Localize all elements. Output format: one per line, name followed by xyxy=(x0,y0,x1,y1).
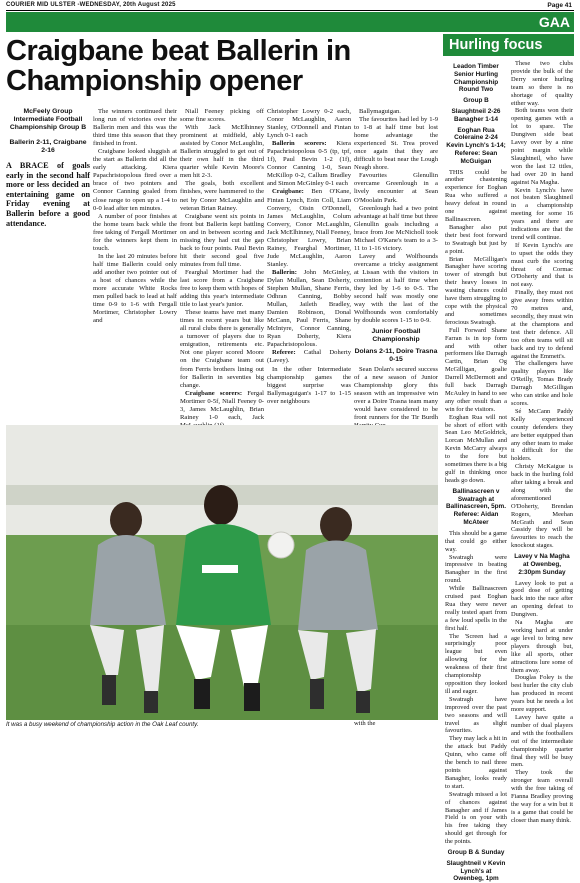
sidebar-column-right xyxy=(511,60,573,824)
competition-strap: McFeely Group Intermediate Football Championship Group B xyxy=(9,108,87,132)
scorers-label: Craigbane: xyxy=(272,188,312,196)
article-paragraph: With Jack McElhinney prominent at midfield, ably assisted by Conor McLaughlin, Ballerin struggled to get out of their own half in the third quarter while Kevin Moore's men hit 2-3. xyxy=(180,124,264,180)
scorers-text: John McGinley, Dylan Mullan, Sean Doherty, Stephen Mullan, Shane Ferris, Odhran Canning, Bobby Mullan, Jaileth Bradley, Damien Robinson, Donal McCann, Paul Ferris, Shane McIntyre, Connor Canning, Ryan Doherty, Kiera Papachristopolous. xyxy=(267,268,351,349)
junior-result: Dolans 2-11, Doire Trasna 0-15 xyxy=(354,347,438,363)
scorers-label: Craigbane scorers: xyxy=(185,389,248,397)
scorers-text: Fergal Mortimer 0-5f, Niall Feeney 0-3, James McLaughlin, Brian Rainey 1-0 each, Jack xyxy=(180,389,264,421)
sidebar-paragraph: These two clubs provide the bulk of the Derry senior hurling team so there is no shortage of quality either way. xyxy=(511,60,573,107)
article-column-5 xyxy=(354,108,438,728)
article-column-4 xyxy=(267,108,351,422)
article-paragraph: Craigbane went six points in front but Ballerin kept battling on and in between scoring and missing they had cut the gap back to four points. Paul Bevin hit their second goal five minutes from full time. xyxy=(180,212,264,268)
article-paragraph: Lavey and Wolfhounds overcame a tricky assignment at Lissan with the visitors in contention at half time when they led by 1-6 to 0-5. The second half was mostly one way with the last of the Wolfhounds won comfortably by double scores 1-15 to 0-9. xyxy=(354,252,438,325)
article-paragraph: Craigbane looked sluggish at the start as Ballerin did all the early attacking. Kiera Papachristopolous fired over a brace of two pointers and Connor Canning goaled from close range to open up a 1-4 to 0-0 lead after ten minutes. xyxy=(93,148,177,212)
sidebar-paragraph: The 'Screen had a surprisingly poor league but even allowing for the weakness of their first championship opposition they looked ill and eager. xyxy=(445,632,507,695)
sidebar-paragraph: Kevin Lynch's have not beaten Slaughtneil in a championship meeting for some 16 years and there are indications are that the trend will continue. xyxy=(511,186,573,241)
scorers-text: Cathal Doherty (Lavey). xyxy=(267,349,351,365)
scorers-label: Referee: xyxy=(272,349,304,357)
article-paragraph: Favourites Glenullin overcame Greenlough in a lively encounter at Sean O'Moolain Park. xyxy=(354,172,438,204)
photo-illustration xyxy=(6,425,438,720)
section-label: GAA xyxy=(538,14,570,30)
article-paragraph: The goals, both excellent finishes, were hammered to the net by Conor McLaughlin and veteran Brian Rainey. xyxy=(180,180,264,212)
article-paragraph: Sean Dolan's secured success of a new season of Junior Championship glory this season with an impressive win over a Doire Trasna team many would have considered to be front runners for the Tir Burdh xyxy=(354,366,438,422)
article-paragraph: Niall Feeney picking off some fine scores. xyxy=(180,108,264,124)
photo-caption: It was a busy weekend of championship action in the Oak Leaf county. xyxy=(6,721,199,728)
lead-paragraph: A BRACE of goals early in the second half more or less decided an entertaining game on Friday evening at Ballerin before a good attendance. xyxy=(6,161,90,228)
sidebar-paragraph: While Ballinascreen cruised past Eoghan Rua they were never really tested apart from a few loud spells in the first half. xyxy=(445,585,507,632)
article-paragraph: with the xyxy=(354,720,376,728)
scorers-label: Ballerin: xyxy=(272,268,304,276)
masthead-publication: COURIER MID ULSTER -WEDNESDAY, 20th August 2025 xyxy=(6,2,176,8)
sidebar-subheading: Eoghan Rua Coleraine 2-24 Kevin Lynch's 1-14; Referee: Sean McGuigan xyxy=(446,126,506,165)
sidebar-paragraph: They may lack a hit in the attack but Paddy Quinn, who came off the bench to nail three points against Banagher, looks ready to start. xyxy=(445,735,507,790)
scorers-paragraph xyxy=(267,188,351,268)
scorers-text: Kiera Papachristopolous 0-5 (tp, tpf, 1f), Paul Bevin 1-2 (1f), Connor Canning 1-0, Sean McKillop 0-2, Callum Bradley and Simon McGinley 0-1 each xyxy=(267,140,351,188)
sidebar-paragraph: Douglas Foley is the best hurler the city club has produced in recent years but he needs a lot more support. xyxy=(511,674,573,714)
sidebar-paragraph: Christy McKaigue is back in the hurling fold after taking a break and along with the aforementioned O'Doherty, Brendan Rogers, Meehan McGrath and Sean Cassidy they will be favourites to reach the knockout stages. xyxy=(511,463,573,550)
sidebar-paragraph: Swatragh missed a lot of chances against Banagher and if James Field is on your with his free taking they should get through for the points. xyxy=(445,790,507,846)
scorers-label: Ballerin scorers: xyxy=(272,140,337,148)
masthead xyxy=(0,0,580,34)
result-line: Ballerin 2-11, Craigbane 2-16 xyxy=(9,138,87,154)
page-number: Page 41 xyxy=(547,2,572,9)
sidebar-subheading: Ballinascreen v Swatragh at Ballinascreen, 5pm. Referee: Aidan McAteer xyxy=(445,487,507,526)
article-paragraph: The favourites had led by 1-9 to 1-8 at half time but lost home advantage the experienced St. Trea proved once again that they are difficult to beat near the Lough Neagh shore. xyxy=(354,116,438,172)
sidebar-block-heading: Leadon Timber Senior Hurling Championship Round Two xyxy=(453,63,499,94)
sidebar-paragraph: Brian McGilligan's Banagher have scoring tower of strength but their heavy losses in wasting chances could have them struggling to cope with the physical and sometimes ferocious Swatragh. xyxy=(445,255,507,326)
sidebar-paragraph: Swatragh have improved over the past two seasons and will travel as slight favourites. xyxy=(445,695,507,735)
sidebar-subheading: Group B & Sunday xyxy=(447,849,505,857)
article-column-2 xyxy=(93,108,177,422)
sidebar-paragraph: The challengers have quality players like O'Reilly, Tomas Brady Darragh McGilligan who can strike and hole scores. xyxy=(511,360,573,407)
intro-column xyxy=(6,108,90,228)
sidebar-result: Slaughtneil 2-26 Banagher 1-14 xyxy=(451,107,501,123)
scorers-paragraph xyxy=(267,349,351,365)
article-column-3 xyxy=(180,108,264,422)
article-paragraph: The winners continued their long run of victories over the Ballerin men and this was the third time this season that they finished in front. xyxy=(93,108,177,148)
sidebar-paragraph: Na Magha are working hard at under age level to bring new players through but, like all sports, other attractions lure some of them away. xyxy=(511,619,573,674)
sidebar-paragraph: This should be a game that could go either way. xyxy=(445,529,507,553)
scorers-text: Ben O'Kane, Fintan Lynch, Eoin Coll, Liam Convery, Oisin O'Donnell, James McLaughlin, Colum Convery, Conor McLaughlin, Jack McElhinney, Niall Feeney, Christopher Lowry, Brian Rainey, Fearghal Mortimer, Jude McLaughlin, Aaron Stanley. xyxy=(267,188,351,268)
sidebar-subheading: Lavey v Na Magha at Owenbeg, 2:30pm Sunday xyxy=(514,553,570,576)
article-paragraph: Fearghal Mortimer had the last score from a Craigbane free to keep them with hopes of adding this year's intermediate title to last year's junior. xyxy=(180,268,264,309)
sidebar-subheading: Slaughtneil v Kevin Lynch's at Owenbeg, 1pm xyxy=(446,859,506,883)
article-paragraph: A number of poor finishes at the home team back while the free taking of Fergall Mortimer for the winners kept them in touch. xyxy=(93,212,177,252)
sidebar-paragraph: THIS could be another chastening experience for Eoghan Rua who suffered a heavy defeat in round one against Ballinascreen. xyxy=(445,168,507,223)
section-bar xyxy=(6,12,574,32)
sidebar-paragraph: Full Forward Shane Farran is in top form and with other performers like Darragh Cartin, Brian Og McGilligan, goalie Darrell McDermott and full back Darragh McAuley in hand to see any other result than a win for the visitors. xyxy=(445,326,507,413)
sidebar-paragraph: Swatragh were impressive in beating Banagher in the first round. xyxy=(445,553,507,585)
article-paragraph: In the last 20 minutes before half time Ballerin could only add another two pointer out of a host of chances while the more accurate White Rocks men pulled back to lead at half time 0-9 to 1-6 with Fergall Mortimer, Christopher Lowry and xyxy=(93,252,177,325)
scorers-paragraph xyxy=(180,390,264,430)
sidebar-paragraph: They took the stronger team overall with the free taking of Fianna Bradley proving the way for a win but it is a game that could be closer than many think. xyxy=(511,769,573,824)
sidebar-paragraph: Sé McCann Paddy Kelly experienced county defenders they are better equipped than any other team to make it difficult for the holders. xyxy=(511,407,573,463)
scorers-paragraph xyxy=(267,269,351,349)
scorers-paragraph xyxy=(267,140,351,188)
match-photo xyxy=(6,425,438,720)
hurling-sidebar xyxy=(443,34,574,883)
article-paragraph: Ballymaguigan. xyxy=(359,108,401,115)
sidebar-group: Group B xyxy=(463,97,489,105)
sidebar-paragraph: If Kevin Lynch's are to upset the odds they must curb the scoring threat of Cormac O'Doherty and that is not easy. xyxy=(511,241,573,289)
article-paragraph: Greenlough had a two point advantage at half time but three Glenullin goals including a brace from Joe McNicholl took Michael O'Kane's team to a 3-11 to 1-16 victory. xyxy=(354,204,438,252)
sidebar-paragraph: Finally, they must not give away frees within 70 metres and, secondly, they must win at the champions and test their defence. All too often teams will sit back and try to defend against the Emmett's. xyxy=(511,289,573,360)
sidebar-paragraph: Banagher also put their best foot forward to Swatragh but just by a point. xyxy=(445,223,507,255)
sidebar-column-left xyxy=(445,60,507,883)
article-paragraph: These teams have met many times in recent years but like all rural clubs there is generally a turnover of players due to emigration, retirements etc. Not one player scored Moore on the Craigbane team out from Ferris brothers lining out for Ballerin in seventies big change. xyxy=(180,309,264,389)
sidebar-paragraph: Eoghan Rua will not be short of effort with Sean Leo McGoldrick, Lorcan McMullan and Kevin McCarry always to the fore but sometimes there is a big gulf in thinking once heads go down. xyxy=(445,413,507,484)
sidebar-paragraph: Lavey look to put a good dose of getting back into the race after an opening defeat to Dungiven. xyxy=(511,579,573,619)
sidebar-paragraph: Lavey have quite a number of dual players and with the footballers out of the intermediate championship quarter final they will be busy men. xyxy=(511,713,573,769)
masthead-rule xyxy=(6,10,574,11)
article-paragraph: In the other Intermediate championship games the biggest surprise was Ballymaguigan's 1-17 to 1-15 over neighbours xyxy=(267,365,351,405)
sidebar-title: Hurling focus xyxy=(443,34,574,56)
article-paragraph: Christopher Lowry 0-2 each, Conor McLaughlin, Aaron Stanley, O'Donnell and Fintan Lynch 0-1 each xyxy=(267,108,351,140)
sidebar-paragraph: Both teams won their opening games with a lot to spare. The Dungiven side beat Lavey over by a nine point margin while Slaughtneil, who have won the last 12 titles, had over 20 in hand against Na Magha. xyxy=(511,107,573,186)
headline: Craigbane beat Ballerin in Championship opener xyxy=(6,35,351,97)
junior-subheading: Junior Football Championship xyxy=(371,328,421,344)
